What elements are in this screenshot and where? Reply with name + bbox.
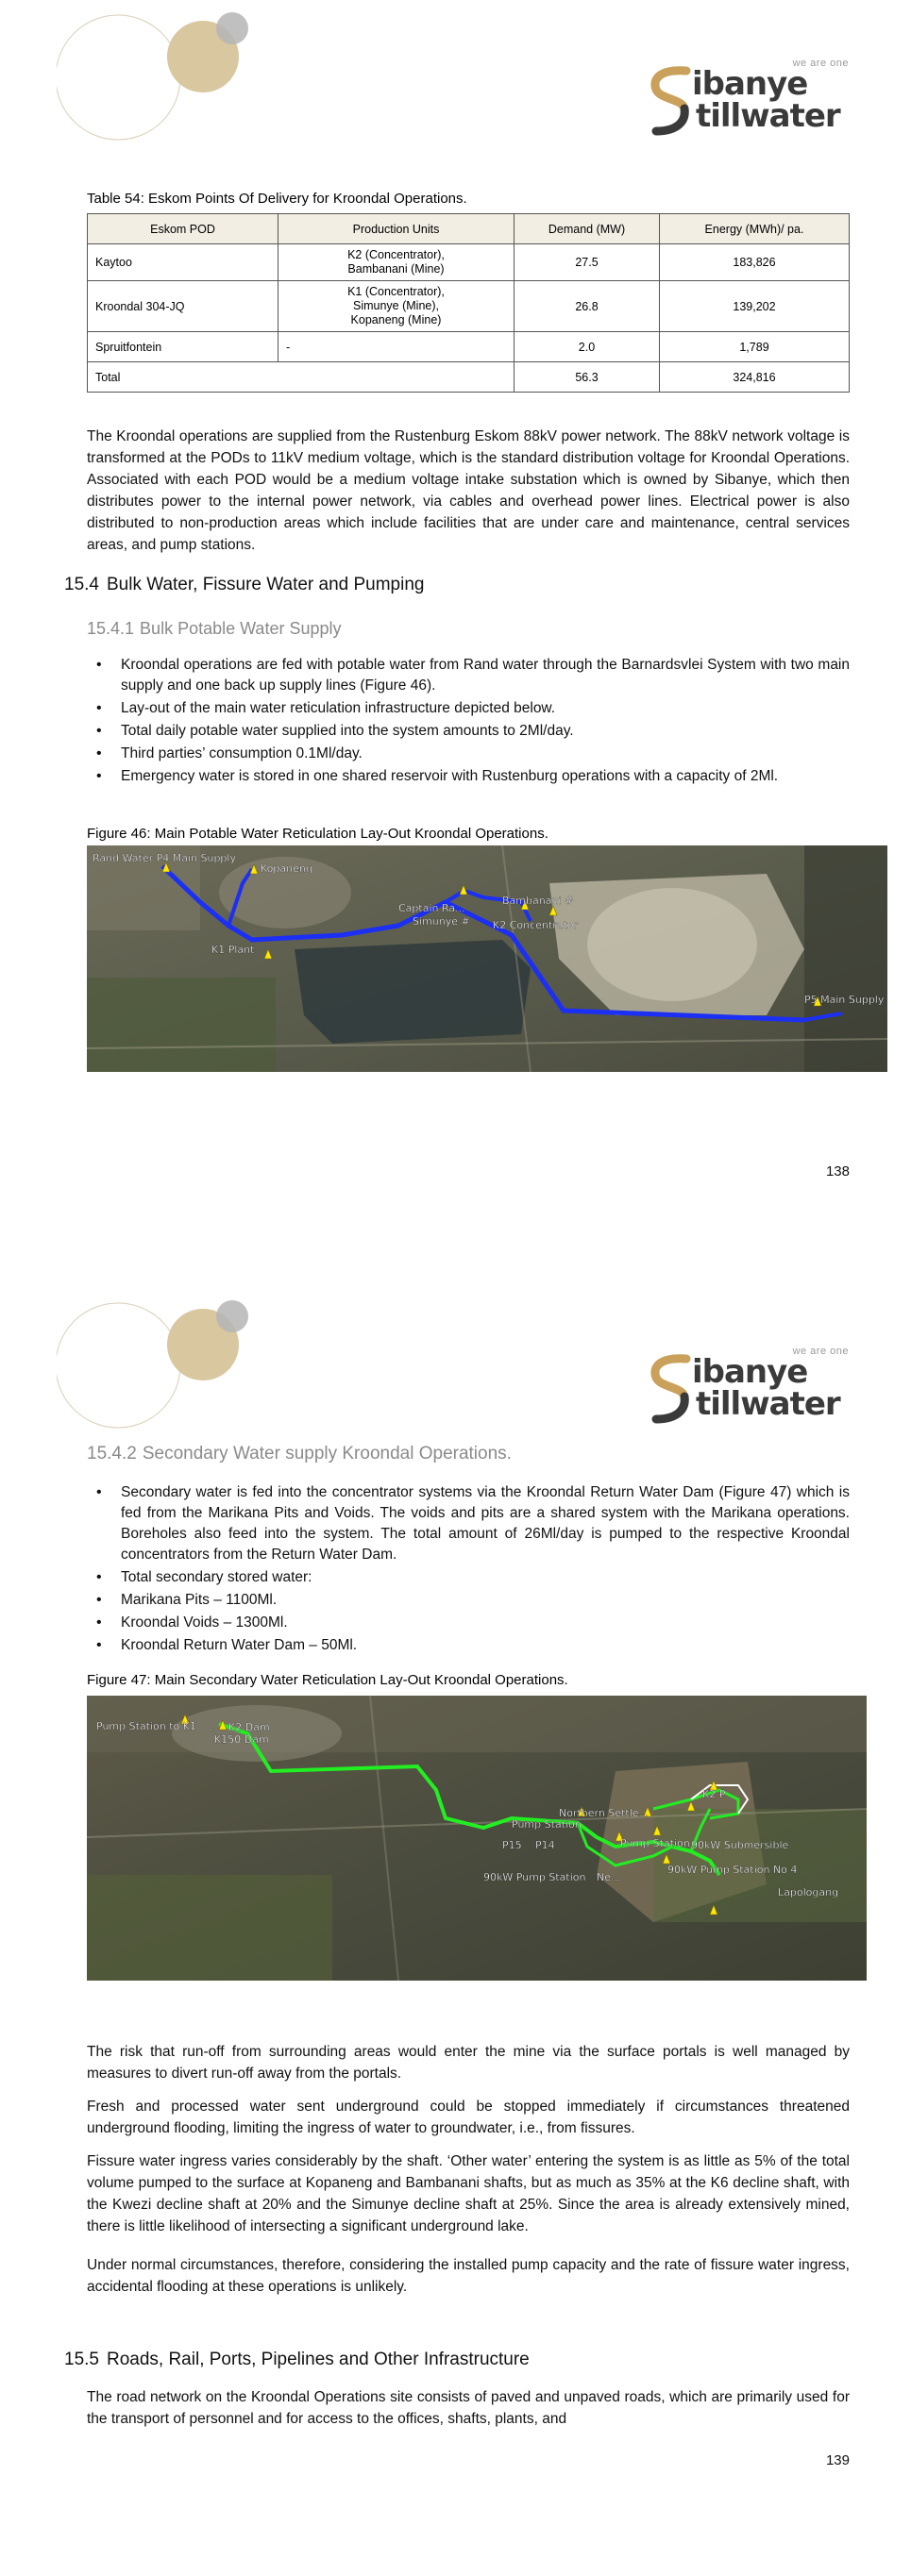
map-label: K2 Dam — [228, 1721, 270, 1733]
list-item: • Total daily potable water supplied into the system amounts to 2Ml/day. — [87, 721, 850, 742]
cell-energy: 183,826 — [660, 244, 850, 281]
table-row — [88, 332, 850, 362]
logo-s-mark — [649, 1353, 696, 1429]
list-item: • Total secondary stored water: — [87, 1567, 850, 1588]
section-number: 15.5 — [64, 2350, 99, 2369]
cell-pod: Spruitfontein — [88, 332, 278, 362]
map-label: P5 Main Supply — [804, 994, 885, 1006]
runoff-paragraph: The risk that run-off from surrounding areas would enter the mine via the surface portals is well managed by measures to divert run-off away from the portals. — [87, 2044, 850, 2082]
company-logo — [649, 52, 856, 142]
decorative-circles — [57, 1288, 264, 1439]
list-item: • Kroondal Voids – 1300Ml. — [87, 1613, 850, 1633]
figure-47-satellite-map — [87, 1696, 867, 1981]
logo-tagline: we are one — [792, 58, 849, 69]
logo-tagline: we are one — [792, 1346, 849, 1357]
cell-pod: Kroondal 304-JQ — [88, 281, 278, 332]
list-item: • Kroondal Return Water Dam – 50Ml. — [87, 1635, 850, 1656]
section-number: 15.4 — [64, 575, 99, 594]
col-header-pod: Eskom POD — [88, 214, 278, 244]
list-item: • Emergency water is stored in one shared reservoir with Rustenburg operations with a capacity of 2Ml. — [87, 766, 850, 787]
table-caption: Table 54: Eskom Points Of Delivery for Kroondal Operations. — [87, 191, 467, 207]
cell-demand: 2.0 — [515, 332, 660, 362]
power-supply-paragraph: The Kroondal operations are supplied from the Rustenburg Eskom 88kV power network. The 88kV network voltage is transformed at the PODs to 11kV medium voltage, which is the standard distribution voltage for Kroondal Operations. Associated with each POD would be a medium voltage intake substation which is owned by Sibanye, which then distributes power to the internal power network, via cables and overhead power lines. Electrical power is also distributed to non-production areas which include facilities that are under care and maintenance, central services areas, and pump stations. — [87, 428, 850, 553]
company-logo — [649, 1340, 856, 1430]
map-label: 90kW Pump Station — [483, 1871, 586, 1883]
table-total-row — [88, 362, 850, 393]
map-label: P15 — [502, 1839, 522, 1851]
map-label: K150 Dam — [214, 1733, 269, 1746]
map-label: P14 — [535, 1839, 555, 1851]
logo-word-stillwater: tillwater — [696, 97, 840, 135]
map-label: Pump Station to K1 — [96, 1720, 196, 1732]
map-label: K2 P — [702, 1788, 726, 1800]
map-label: 90kW Submersible — [691, 1839, 789, 1851]
list-item: • Kroondal operations are fed with potable water from Rand water through the Barnardsvlei System with two main supply and one back up supply lines (Figure 46). — [87, 655, 850, 696]
cell-units: K2 (Concentrator), Bambanani (Mine) — [278, 244, 515, 281]
potable-water-bullets — [87, 655, 850, 789]
roads-paragraph: The road network on the Kroondal Operations site consists of paved and unpaved roads, which are primarily used for the transport of personnel and for access to the offices, shafts, plants, and — [87, 2389, 850, 2427]
subsection-heading-15-4-1 — [87, 619, 342, 639]
cell-energy: 1,789 — [660, 332, 850, 362]
section-title: Roads, Rail, Ports, Pipelines and Other Infrastructure — [106, 2350, 530, 2369]
list-item: • Marikana Pits – 1100Ml. — [87, 1590, 850, 1611]
processed-water-paragraph: Fresh and processed water sent underground could be stopped immediately if circumstances threatened underground flooding, limiting the ingress of water to groundwater, i.e., from fissures. — [87, 2099, 850, 2136]
page-number: 139 — [825, 2452, 850, 2468]
cell-demand: 26.8 — [515, 281, 660, 332]
table-row — [88, 244, 850, 281]
section-heading-15-4 — [64, 575, 424, 595]
map-label: Kopaneng — [261, 862, 312, 875]
col-header-units: Production Units — [278, 214, 515, 244]
figure-46-caption: Figure 46: Main Potable Water Reticulation Lay-Out Kroondal Operations. — [87, 826, 548, 842]
map-label: K2 Concentrator — [493, 919, 579, 931]
col-header-demand: Demand (MW) — [515, 214, 660, 244]
section-heading-15-5 — [64, 2350, 530, 2370]
map-label: Rand Water P4 Main Supply — [93, 852, 236, 864]
cell-demand: 27.5 — [515, 244, 660, 281]
map-label: Ne... — [597, 1871, 621, 1883]
decorative-circles — [57, 0, 264, 151]
document-page-139 — [0, 1288, 911, 2576]
flooding-paragraph: Under normal circumstances, therefore, considering the installed pump capacity and the rate of fissure water ingress, accidental flooding at these operations is unlikely. — [87, 2257, 850, 2295]
subsection-number: 15.4.1 — [87, 619, 135, 638]
map-label: Pump Station — [512, 1818, 582, 1831]
section-title: Bulk Water, Fissure Water and Pumping — [106, 575, 425, 594]
cell-total-demand: 56.3 — [515, 362, 660, 393]
col-header-energy: Energy (MWh)/ pa. — [660, 214, 850, 244]
figure-47-caption: Figure 47: Main Secondary Water Reticulation Lay-Out Kroondal Operations. — [87, 1672, 568, 1688]
cell-units: K1 (Concentrator), Simunye (Mine), Kopaneng (Mine) — [278, 281, 515, 332]
logo-word-stillwater: tillwater — [696, 1385, 840, 1423]
cell-energy: 139,202 — [660, 281, 850, 332]
subsection-title: Secondary Water supply Kroondal Operations. — [142, 1444, 512, 1464]
cell-pod: Kaytoo — [88, 244, 278, 281]
map-label: Captain Ra... — [398, 902, 465, 914]
map-label: Bambanani # — [502, 895, 574, 907]
subsection-title: Bulk Potable Water Supply — [140, 619, 342, 638]
map-label: Northern Settle... — [559, 1807, 650, 1819]
map-label: 90kW Pump Station No 4 — [667, 1864, 798, 1876]
cell-units: - — [278, 332, 515, 362]
logo-word-sibanye: ibanye — [692, 1353, 808, 1391]
cell-total-label: Total — [88, 362, 515, 393]
page-number: 138 — [825, 1163, 850, 1179]
logo-word-sibanye: ibanye — [692, 65, 808, 103]
map-label: Lapologang — [778, 1886, 839, 1899]
secondary-water-bullets — [87, 1482, 850, 1658]
table-header-row — [88, 214, 850, 244]
logo-s-mark — [649, 65, 696, 141]
map-label: Pump Station — [620, 1837, 690, 1849]
eskom-pod-table — [87, 213, 850, 393]
table-row — [88, 281, 850, 332]
subsection-number: 15.4.2 — [87, 1444, 137, 1464]
subsection-heading-15-4-2 — [87, 1444, 512, 1464]
fissure-water-paragraph: Fissure water ingress varies considerably by the shaft. ‘Other water’ entering the system is as little as 5% of the total volume pumped to the surface at Kopaneng and Bambanani shafts, but as much as 35% at the K6 decline shaft, with the Kwezi decline shaft at 20% and the Simunye decline shaft at 25%. Since the area is already extensively mined, there is little likelihood of intersecting a significant underground lake. — [87, 2153, 850, 2234]
map-label: Simunye # — [413, 915, 470, 928]
list-item: • Lay-out of the main water reticulation infrastructure depicted below. — [87, 698, 850, 719]
figure-46-satellite-map — [87, 845, 887, 1072]
list-item: • Secondary water is fed into the concentrator systems via the Kroondal Return Water Dam (Figure 47) which is fed from the Marikana Pits and Voids. The voids and pits are a shared system with the Marikana operations. Boreholes also feed into the system. The total amount of 26Ml/day is pumped to the respective Kroondal concentrators from the Return Water Dam. — [87, 1482, 850, 1565]
map-label: K1 Plant — [211, 944, 255, 956]
cell-total-energy: 324,816 — [660, 362, 850, 393]
list-item: • Third parties’ consumption 0.1Ml/day. — [87, 744, 850, 764]
